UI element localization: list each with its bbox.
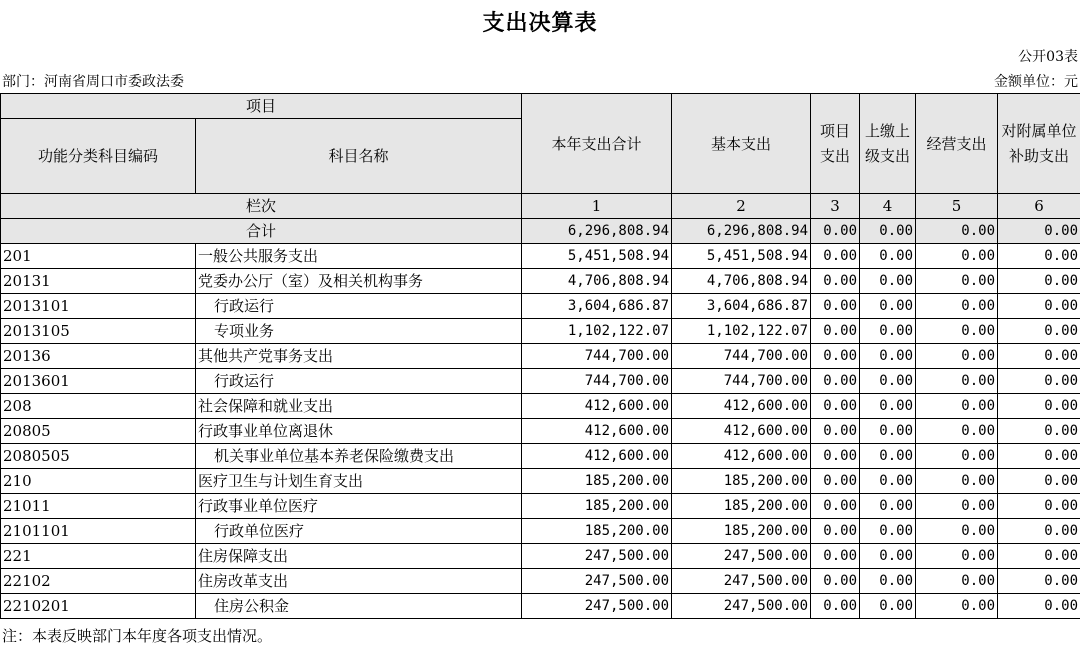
row-name: 机关事业单位基本养老保险缴费支出 [196, 444, 522, 469]
row-name: 行政事业单位医疗 [196, 494, 522, 519]
total-value: 0.00 [916, 219, 998, 244]
header-basic: 基本支出 [672, 94, 811, 194]
row-value: 0.00 [916, 569, 998, 594]
row-name: 行政运行 [196, 294, 522, 319]
row-value: 0.00 [811, 494, 860, 519]
expenditure-table [0, 93, 1080, 619]
row-value: 0.00 [860, 269, 916, 294]
row-value: 0.00 [998, 344, 1080, 369]
row-value: 0.00 [811, 269, 860, 294]
row-value: 0.00 [998, 594, 1080, 619]
row-value: 185,200.00 [522, 469, 672, 494]
row-value: 0.00 [998, 519, 1080, 544]
row-value: 412,600.00 [522, 419, 672, 444]
row-value: 0.00 [860, 344, 916, 369]
total-value: 0.00 [860, 219, 916, 244]
footnote: 注：本表反映部门本年度各项支出情况。 [2, 627, 273, 645]
row-value: 744,700.00 [672, 344, 811, 369]
row-value: 744,700.00 [522, 369, 672, 394]
row-value: 0.00 [998, 269, 1080, 294]
row-value: 0.00 [811, 369, 860, 394]
row-value: 247,500.00 [522, 594, 672, 619]
total-value: 0.00 [811, 219, 860, 244]
header-business: 经营支出 [916, 94, 998, 194]
column-index-label: 栏次 [1, 194, 522, 219]
row-name: 行政事业单位离退休 [196, 419, 522, 444]
row-value: 412,600.00 [522, 444, 672, 469]
row-value: 0.00 [860, 394, 916, 419]
department-label: 部门：河南省周口市委政法委 [2, 74, 184, 90]
row-value: 0.00 [998, 369, 1080, 394]
row-code: 2080505 [1, 444, 196, 469]
total-row [1, 219, 1080, 244]
row-value: 744,700.00 [672, 369, 811, 394]
row-value: 0.00 [860, 294, 916, 319]
row-code: 2013105 [1, 319, 196, 344]
header-project: 项目 [1, 94, 522, 119]
row-value: 1,102,122.07 [522, 319, 672, 344]
page-title: 支出决算表 [482, 10, 598, 36]
row-value: 185,200.00 [672, 469, 811, 494]
row-value: 412,600.00 [672, 394, 811, 419]
row-value: 0.00 [811, 444, 860, 469]
row-code: 2210201 [1, 594, 196, 619]
row-value: 0.00 [916, 369, 998, 394]
table-row [1, 244, 1080, 269]
row-value: 0.00 [811, 419, 860, 444]
row-value: 0.00 [811, 569, 860, 594]
row-value: 412,600.00 [522, 394, 672, 419]
row-value: 247,500.00 [522, 544, 672, 569]
amount-unit-label: 金额单位：元 [994, 74, 1078, 90]
row-code: 208 [1, 394, 196, 419]
row-code: 221 [1, 544, 196, 569]
row-value: 0.00 [860, 369, 916, 394]
row-code: 2101101 [1, 519, 196, 544]
row-value: 4,706,808.94 [672, 269, 811, 294]
row-value: 0.00 [998, 319, 1080, 344]
row-value: 0.00 [811, 519, 860, 544]
row-name: 专项业务 [196, 319, 522, 344]
row-value: 0.00 [916, 419, 998, 444]
row-value: 0.00 [998, 494, 1080, 519]
table-row [1, 344, 1080, 369]
form-number: 公开03表 [1018, 49, 1078, 65]
table-row [1, 569, 1080, 594]
row-code: 2013101 [1, 294, 196, 319]
row-name: 其他共产党事务支出 [196, 344, 522, 369]
row-name: 党委办公厅（室）及相关机构事务 [196, 269, 522, 294]
column-index: 6 [998, 194, 1080, 219]
row-value: 4,706,808.94 [522, 269, 672, 294]
row-value: 247,500.00 [672, 594, 811, 619]
row-value: 0.00 [916, 519, 998, 544]
column-index: 4 [860, 194, 916, 219]
table-row [1, 294, 1080, 319]
row-value: 0.00 [998, 244, 1080, 269]
row-value: 0.00 [916, 294, 998, 319]
row-value: 0.00 [916, 394, 998, 419]
row-name: 住房改革支出 [196, 569, 522, 594]
row-value: 0.00 [998, 469, 1080, 494]
header-superior-payment: 上缴上级支出 [860, 94, 916, 194]
row-value: 5,451,508.94 [672, 244, 811, 269]
column-index: 3 [811, 194, 860, 219]
row-value: 0.00 [811, 294, 860, 319]
row-value: 247,500.00 [672, 544, 811, 569]
row-value: 0.00 [811, 594, 860, 619]
row-value: 0.00 [811, 544, 860, 569]
row-name: 行政单位医疗 [196, 519, 522, 544]
row-value: 3,604,686.87 [672, 294, 811, 319]
header-project-expenditure: 项目支出 [811, 94, 860, 194]
table-row [1, 494, 1080, 519]
row-code: 21011 [1, 494, 196, 519]
table-row [1, 369, 1080, 394]
row-name: 行政运行 [196, 369, 522, 394]
total-value: 6,296,808.94 [522, 219, 672, 244]
table-row [1, 594, 1080, 619]
table-row [1, 419, 1080, 444]
row-value: 0.00 [860, 469, 916, 494]
row-name: 医疗卫生与计划生育支出 [196, 469, 522, 494]
row-value: 0.00 [916, 444, 998, 469]
row-value: 0.00 [916, 469, 998, 494]
column-index: 2 [672, 194, 811, 219]
row-value: 0.00 [860, 319, 916, 344]
row-value: 0.00 [860, 494, 916, 519]
row-name: 住房保障支出 [196, 544, 522, 569]
row-value: 0.00 [998, 294, 1080, 319]
row-value: 0.00 [998, 419, 1080, 444]
table-row [1, 269, 1080, 294]
row-value: 185,200.00 [672, 494, 811, 519]
row-code: 201 [1, 244, 196, 269]
row-value: 0.00 [860, 244, 916, 269]
row-name: 一般公共服务支出 [196, 244, 522, 269]
row-value: 247,500.00 [672, 569, 811, 594]
row-value: 0.00 [811, 344, 860, 369]
row-value: 3,604,686.87 [522, 294, 672, 319]
table-row [1, 469, 1080, 494]
table-row [1, 519, 1080, 544]
row-value: 185,200.00 [522, 519, 672, 544]
table-row [1, 319, 1080, 344]
row-value: 0.00 [998, 569, 1080, 594]
row-value: 0.00 [811, 319, 860, 344]
row-value: 0.00 [811, 469, 860, 494]
header-name: 科目名称 [196, 119, 522, 194]
row-value: 0.00 [860, 444, 916, 469]
row-value: 0.00 [916, 269, 998, 294]
row-value: 0.00 [811, 394, 860, 419]
row-name: 住房公积金 [196, 594, 522, 619]
row-value: 0.00 [916, 594, 998, 619]
row-value: 0.00 [860, 569, 916, 594]
row-value: 0.00 [916, 344, 998, 369]
row-value: 0.00 [860, 544, 916, 569]
row-code: 22102 [1, 569, 196, 594]
column-index: 5 [916, 194, 998, 219]
row-code: 20136 [1, 344, 196, 369]
row-value: 185,200.00 [672, 519, 811, 544]
row-code: 20805 [1, 419, 196, 444]
row-value: 412,600.00 [672, 419, 811, 444]
row-value: 1,102,122.07 [672, 319, 811, 344]
row-value: 185,200.00 [522, 494, 672, 519]
row-value: 412,600.00 [672, 444, 811, 469]
row-value: 0.00 [916, 319, 998, 344]
row-value: 0.00 [998, 544, 1080, 569]
table-row [1, 444, 1080, 469]
table-row [1, 394, 1080, 419]
row-code: 210 [1, 469, 196, 494]
total-label: 合计 [1, 219, 522, 244]
row-value: 0.00 [916, 244, 998, 269]
row-code: 2013601 [1, 369, 196, 394]
table-row [1, 544, 1080, 569]
total-value: 6,296,808.94 [672, 219, 811, 244]
row-name: 社会保障和就业支出 [196, 394, 522, 419]
row-code: 20131 [1, 269, 196, 294]
row-value: 0.00 [860, 594, 916, 619]
row-value: 0.00 [860, 519, 916, 544]
row-value: 0.00 [860, 419, 916, 444]
total-value: 0.00 [998, 219, 1080, 244]
row-value: 247,500.00 [522, 569, 672, 594]
row-value: 0.00 [998, 444, 1080, 469]
row-value: 0.00 [998, 394, 1080, 419]
row-value: 5,451,508.94 [522, 244, 672, 269]
row-value: 0.00 [916, 544, 998, 569]
row-value: 0.00 [811, 244, 860, 269]
header-total: 本年支出合计 [522, 94, 672, 194]
header-subsidy: 对附属单位补助支出 [998, 94, 1080, 194]
header-code: 功能分类科目编码 [1, 119, 196, 194]
column-index: 1 [522, 194, 672, 219]
row-value: 744,700.00 [522, 344, 672, 369]
row-value: 0.00 [916, 494, 998, 519]
